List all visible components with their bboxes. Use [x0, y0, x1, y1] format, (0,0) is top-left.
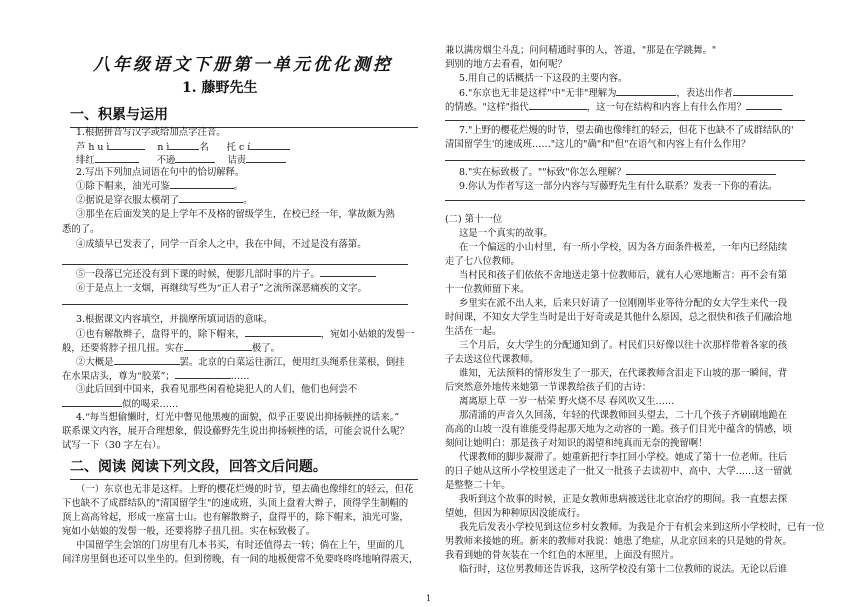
document-title: 八年级语文下册第一单元优化测控 [93, 55, 393, 75]
answer-blank[interactable] [626, 165, 776, 175]
story-line: 我看到她的骨灰装在一个红色的木匣里，上面没有照片。 [445, 550, 680, 561]
question-text: 在水果店头，尊为“胶菜”； [62, 371, 175, 382]
answer-blank[interactable] [250, 140, 290, 150]
reading-line: 宛如小姑娘的发髻一般，还要将脖子扭几扭。实在标致极了。 [62, 526, 316, 537]
story-line: 代课教师的脚步凝滞了。她重新把行李扛回小学校。她成了第十一位老师。往后 [459, 452, 788, 463]
question-9: 9.你认为作者写这一部分内容与写藤野先生有什么联系？发表一下你的看法。 [459, 181, 778, 192]
question-2-6: ⑥于是点上一支烟，再继续写些为“正人君子”之流所深恶痛疾的文字。 [76, 283, 367, 294]
answer-blank[interactable] [170, 179, 234, 189]
story-label: (二) 第十一位 [445, 214, 503, 225]
story-line: 我先后发表小学校见到这位乡村女教师。为我是介于有机会来到这所小学校时，已有一位 [459, 522, 825, 533]
story-line: 刻间让她明白：那是孩子对知识的渴望和纯真而无奈的挽留啊！ [445, 438, 708, 449]
pinyin-item: n ì [157, 142, 170, 153]
question-2-5 [76, 267, 376, 281]
question-text: …… [230, 371, 250, 382]
story-line: 十一位教师留下来。 [445, 284, 530, 295]
answer-blank[interactable] [320, 267, 376, 277]
question-7-cont: 清国留学生'的速成班……"这儿的"确"和"但"在语气和内容上有什么作用？ [445, 139, 751, 150]
answer-blank[interactable] [746, 100, 782, 110]
question-3-3: ③此后回到中国来，我看见那些闲看枪毙犯人的人们，他们也何尝不 [76, 384, 358, 395]
lesson-title: 1. 藤野先生 [182, 80, 258, 96]
pinyin-item: 绯红 [76, 155, 95, 166]
question-text: ，这一句在结构和内容上有什么作用？ [586, 102, 747, 113]
question-4: 4.“每当想偷懒时，灯光中瞥见他黑瘦的面貌，似乎正要说出抑扬顿挫的话来。” [76, 412, 400, 423]
heading-underline [70, 479, 418, 480]
story-line: 时间课，不知女大学生当时是出于好奇或是其他什么原因，总之很快和孩子们融洽地 [445, 312, 792, 323]
question-2-4: ④成绩早已发表了，同学一百余人之中，我在中间，不过是没有落第。 [76, 239, 367, 250]
reading-line: 下也缺不了成群结队的"清国留学生"的速成班，头顶上盘着大辫子，顶得学生制帽的 [62, 498, 409, 509]
pinyin-row-1 [76, 140, 290, 154]
question-text: ①也有解散辫子，盘得平的，除下帽来， [76, 329, 245, 340]
answer-blank[interactable] [245, 327, 321, 337]
question-3-2-cont [62, 369, 249, 383]
question-text: ②据说是穿衣服太模胡了 [76, 195, 180, 206]
question-text: 般，还要将脖子扭几扭。实在 [62, 343, 184, 354]
story-line: 走了七八位教师。 [445, 256, 521, 267]
question-6 [459, 86, 793, 100]
question-text: ②大概是 [76, 357, 114, 368]
question-2: 2.写出下列加点词语在句中的恰切解释。 [76, 167, 245, 178]
pinyin-item: 名 [199, 142, 209, 153]
answer-line[interactable] [445, 120, 805, 121]
story-line: 谁知，无法预料的情形发生了一那天，在代课教师含泪走下山坡的那一瞬间，背 [459, 368, 788, 379]
story-line: 我听到这个故事的时候，正是女教师患病被送往北京治疗的期间。我一直想去探 [459, 494, 788, 505]
answer-blank[interactable] [184, 341, 252, 351]
question-3: 3.根据课文内容填空，并揣摩所填词语的意味。 [76, 314, 273, 325]
answer-blank[interactable] [175, 369, 231, 379]
question-text: 极了。 [251, 343, 281, 354]
question-text: ，宛如小姑娘的发髻一 [320, 329, 415, 340]
story-line: 的日子她从这所小学校里送走了一批又一批孩子去读初中、高中、大学……这一留就 [445, 466, 792, 477]
pinyin-row-2 [76, 153, 286, 167]
question-6-cont [445, 100, 782, 114]
answer-blank[interactable] [179, 193, 243, 203]
question-text: 似的喝采…… [122, 399, 179, 410]
story-line: 乡里实在派不出人来，后来只好请了一位刚刚毕业等待分配的女大学生来代一段 [459, 298, 788, 309]
section-heading-text: 一、积累与运用 [70, 107, 168, 123]
story-line: 是整整二十年。 [445, 480, 511, 491]
answer-line[interactable] [62, 264, 408, 265]
story-line: 那清涌的声音久久回荡，年轻的代课教师回头望去，二十几个孩子齐刷刷地跪在 [459, 410, 788, 421]
page-number: 1 [426, 594, 432, 603]
answer-blank[interactable] [95, 153, 139, 163]
story-line: 男教师来接她的班。新来的教师对我说：她患了绝症，从北京回来的只是她的骨灰。 [445, 536, 792, 547]
reading-line: 顶上高高耸起，形成一座富士山。也有解散辫子，盘得平的，除下帽来，油光可鉴， [62, 512, 409, 523]
question-text: 6."东京也无非是这样"中"无非"理解为 [459, 88, 617, 99]
answer-blank[interactable] [62, 397, 122, 407]
story-line: 后突然意外地传来她第一节课教给孩子们的古诗： [445, 382, 652, 393]
answer-blank[interactable] [114, 355, 180, 365]
question-7: 7."上野的樱花烂熳的时节，望去确也像绯红的轻云，但花下也缺不了成群结队的' [459, 125, 794, 136]
answer-blank[interactable] [246, 153, 286, 163]
story-line: 高高的山坡一没有谁能受得起那天地为之动容的一跪。孩子们目光中蕴含的情感，顷 [445, 424, 792, 435]
answer-blank[interactable] [529, 100, 587, 110]
question-8 [459, 165, 776, 179]
reading-line: 间洋房里倒也还可以坐坐的。但到傍晚，有一间的地板便常不免要咚咚咚地响得震天， [62, 554, 419, 565]
reading-line: （一）东京也无非是这样。上野的樱花烂熳的时节，望去确也像绯红的轻云，但花 [76, 484, 414, 495]
question-4-cont2: 试写一下（30 字左右）。 [62, 440, 166, 451]
question-text: ⑤一段落已完还没有到下课的时候，便影几部时事的片子。 [76, 269, 320, 280]
question-3-1 [76, 327, 415, 341]
question-text: 8."实在标致极了。""标致"你怎么理解？ [459, 167, 626, 178]
reading-cont-line: 兼以满房烟尘斗乱；问问精通时事的人，答道，"那是在学跳舞。" [445, 45, 717, 56]
section-heading-reading [70, 456, 418, 480]
question-1: 1.根据拼音写汉字或给加点字注音。 [76, 127, 226, 138]
story-line: 三个月后，女大学生的分配通知到了。村民们只好像以往十次那样带着各家的孩 [459, 340, 788, 351]
question-3-1-cont [62, 341, 280, 355]
answer-line[interactable] [62, 304, 408, 305]
question-3-3-cont [62, 397, 178, 411]
question-text: 的情感。"这样"指代 [445, 102, 529, 113]
section-heading-text: 二、阅读 阅读下列文段，回答文后问题。 [70, 459, 327, 475]
story-line: 生活在一起。 [445, 326, 502, 337]
answer-blank[interactable] [616, 86, 676, 96]
reading-line: 中国留学生会馆的门房里有几本书买，有时还值得去一转；倘在上午，里面的几 [76, 540, 405, 551]
question-2-2: ②据说是穿衣服太模胡了 。 [76, 195, 253, 206]
reading-cont-line: 到别的地方去看看，如何呢？ [445, 59, 567, 70]
story-line: 望她，但因为种种原因没能成行。 [445, 508, 586, 519]
question-4-cont: 联系课文内容，展开合理想象，假设藤野先生说出抑扬顿挫的话，可能会说什么呢？ [62, 426, 409, 437]
pinyin-item: 诘责 [227, 155, 247, 166]
answer-blank[interactable] [109, 140, 145, 150]
answer-blank[interactable] [175, 153, 215, 163]
question-5: 5.用自己的话概括一下这段的主要内容。 [459, 73, 628, 84]
answer-line[interactable] [445, 200, 805, 201]
section-heading-accumulation [70, 104, 418, 128]
story-line: 这是一个真实的故事。 [459, 228, 553, 239]
question-text: ，表达出作者 [676, 88, 733, 99]
answer-line[interactable] [445, 160, 805, 161]
question-text: 罢。北京的白菜运往浙江，便用红头绳系住菜根，倒挂 [179, 357, 405, 368]
answer-blank[interactable] [169, 140, 199, 150]
question-text: ①除下帽来，油光可鉴 [76, 181, 170, 192]
question-2-1: ①除下帽来，油光可鉴 。 [76, 181, 244, 192]
story-line: 子去送这位代课教师。 [445, 354, 539, 365]
pinyin-item: 不逊 [156, 155, 176, 166]
pinyin-item: 托 c í [226, 142, 251, 153]
question-2-3: ③那坐在后面发笑的是上学年不及格的留级学生，在校已经一年，掌故颇为熟 [76, 209, 395, 220]
story-line: 当村民和孩子们依依不舍地送走第十位教师后，就有人心寒地断言：再不会有第 [459, 270, 788, 281]
story-line: 在一个偏远的小山村里，有一所小学校，因为各方面条件极差，一年内已经陆续 [459, 242, 788, 253]
story-line: 临行时，这位男教师还告诉我，这所学校没有第十二位教师的说法。无论以后谁 [459, 564, 788, 575]
question-3-2 [76, 355, 405, 369]
pinyin-item: 芦 h u ì [76, 142, 110, 153]
story-poem: 离离原上草 一岁一枯荣 野火烧不尽 春风吹又生…… [459, 396, 675, 407]
question-2-3-cont: 悉的了。 [62, 224, 100, 235]
answer-blank[interactable] [733, 86, 793, 96]
